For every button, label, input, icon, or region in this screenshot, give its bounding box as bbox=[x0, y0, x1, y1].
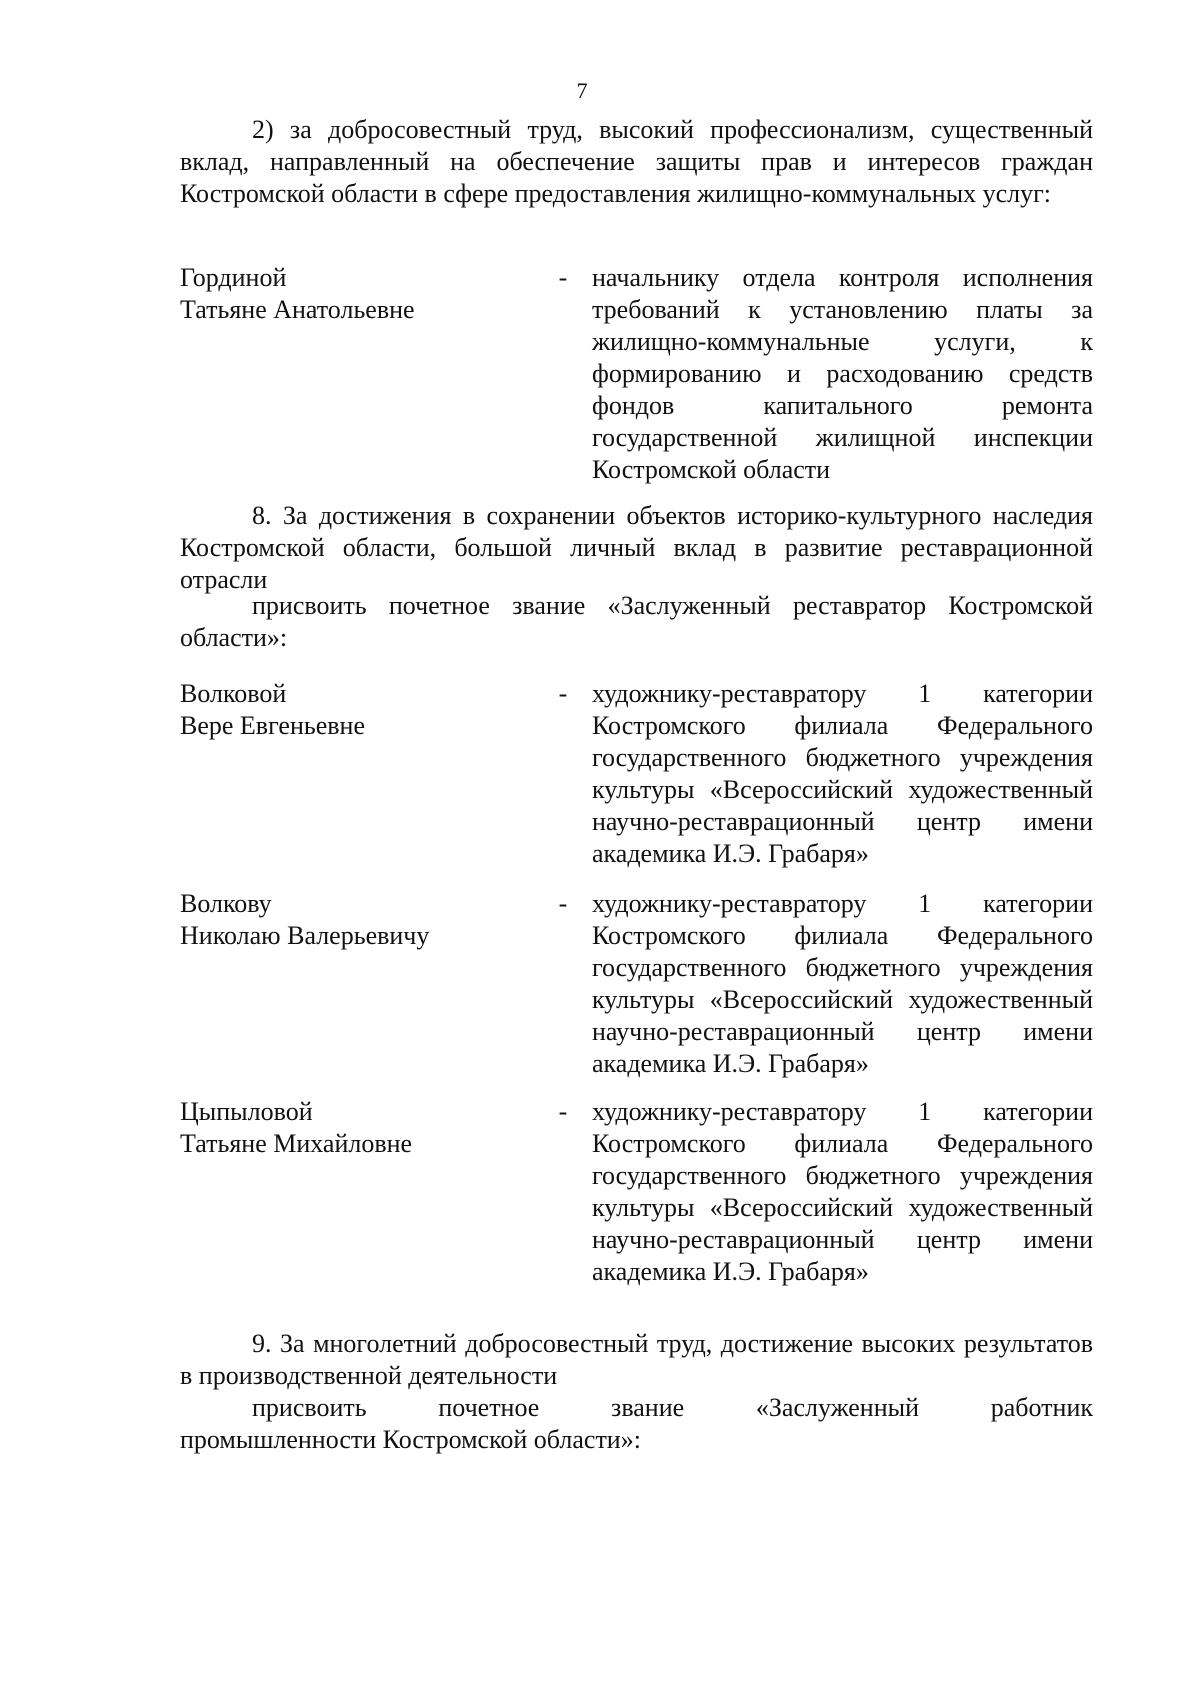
awardee-position: художнику-реставратору 1 категории Костромского филиала Федерального государственного бюджетного учреждения культуры «Всероссийский художественный научно-реставрационный центр имени академика И.Э. Грабаря» bbox=[592, 1097, 1093, 1286]
awardee-position: начальнику отдела контроля исполнения требований к установлению платы за жилищно-коммунальные услуги, к формированию и расходованию средств фондов капитального ремонта государственной жилищной инспекции Костромской области bbox=[592, 263, 1093, 484]
section8-title-text: присвоить почетное звание «Заслуженный реставратор Костромской области»: bbox=[180, 591, 1093, 652]
awardee-name bbox=[180, 1096, 540, 1160]
section9-text: 9. За многолетний добросовестный труд, достижение высоких результатов в производственной деятельности bbox=[180, 1329, 1093, 1390]
dash-separator: - bbox=[558, 263, 568, 292]
section7-item2-text: 2) за добросовестный труд, высокий профессионализм, существенный вклад, направленный на обеспечение защиты прав и интересов граждан Костромской области в сфере предоставления жилищно-коммунальных услуг: bbox=[180, 115, 1093, 208]
awardee-surname: Гординой bbox=[180, 263, 287, 292]
dash-separator: - bbox=[558, 1097, 568, 1126]
awardee-name bbox=[180, 262, 540, 326]
awardee-given-names: Николаю Валерьевичу bbox=[180, 921, 430, 950]
section8-text: 8. За достижения в сохранении объектов историко-культурного наследия Костромской области, большой личный вклад в развитие реставрационной отрасли bbox=[180, 501, 1093, 594]
awardee-position: художнику-реставратору 1 категории Костромского филиала Федерального государственного бюджетного учреждения культуры «Всероссийский художественный научно-реставрационный центр имени академика И.Э. Грабаря» bbox=[592, 889, 1093, 1078]
awardee-surname: Волковой bbox=[180, 679, 287, 708]
awardee-name bbox=[180, 888, 540, 952]
awardee-surname: Волкову bbox=[180, 889, 272, 918]
section9-title-text-line2: промышленности Костромской области»: bbox=[180, 1425, 641, 1454]
awardee-name bbox=[180, 678, 540, 742]
awardee-given-names: Вере Евгеньевне bbox=[180, 711, 365, 740]
dash-separator: - bbox=[558, 679, 568, 708]
section9-title-text-line1: присвоить почетное звание «Заслуженный работник bbox=[252, 1393, 1093, 1422]
awardee-surname: Цыпыловой bbox=[180, 1097, 313, 1126]
awardee-position: художнику-реставратору 1 категории Костромского филиала Федерального государственного бюджетного учреждения культуры «Всероссийский художественный научно-реставрационный центр имени академика И.Э. Грабаря» bbox=[592, 679, 1093, 868]
dash-separator: - bbox=[558, 889, 568, 918]
page-number: 7 bbox=[576, 78, 588, 103]
awardee-given-names: Татьяне Анатольевне bbox=[180, 295, 415, 324]
awardee-given-names: Татьяне Михайловне bbox=[180, 1129, 413, 1158]
